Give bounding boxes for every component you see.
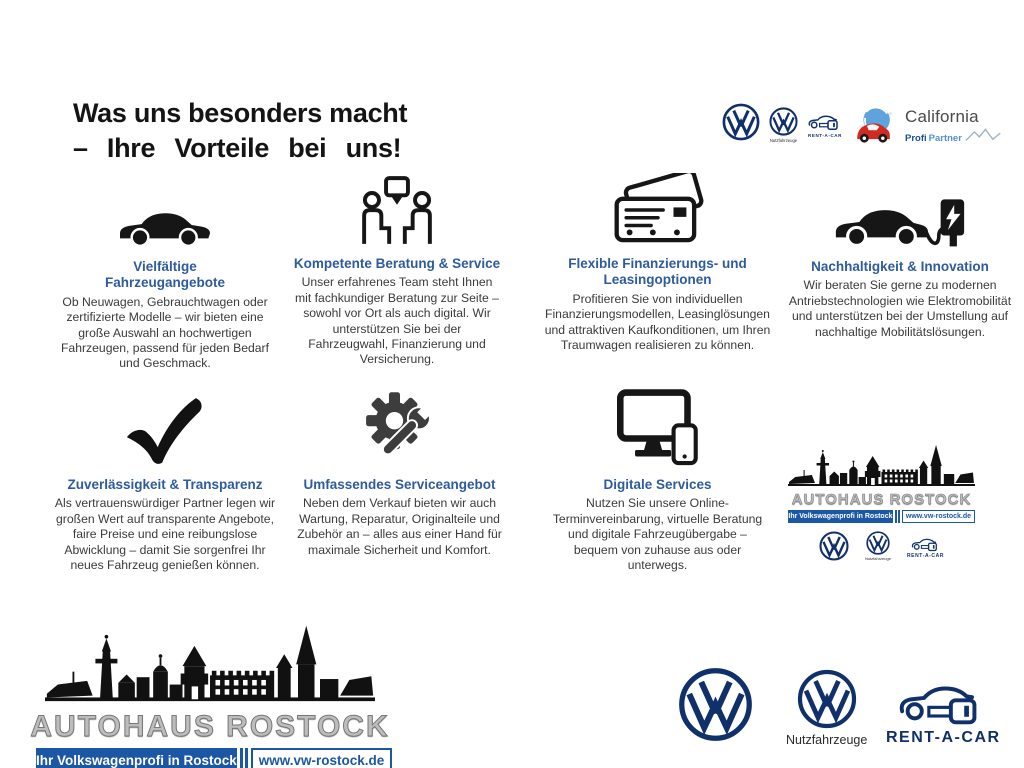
dealer-website: www.vw-rostock.de	[902, 510, 975, 523]
california-label: California	[905, 107, 979, 126]
page-title-line1: Was uns besonders macht	[73, 98, 408, 128]
mountain-icon	[964, 127, 1002, 143]
dealer-logo-small	[788, 443, 975, 561]
vw-nutzfahrzeuge-logo-footer	[786, 669, 867, 747]
gear-wrench-icon	[356, 388, 444, 468]
feature-title: Kompetente Beratung & Service	[293, 256, 501, 271]
rent-a-car-logo	[907, 534, 944, 559]
feature-text: Wir beraten Sie gerne zu modernen Antriebstechnologien wie Elektromobilität und unterstützen bei der Umstellung auf nachhaltige Mobilitätslösungen.	[788, 278, 1012, 339]
dealer-logo-large	[30, 622, 390, 768]
rent-a-car-label: RENT-A-CAR	[808, 133, 842, 138]
nutzfahrzeuge-label: Nutzfahrzeuge	[769, 138, 798, 143]
vw-nutzfahrzeuge-icon	[769, 107, 798, 136]
rent-a-car-logo-footer	[886, 672, 1001, 747]
dealer-name: AUTOHAUS ROSTOCK	[791, 491, 972, 508]
nutzfahrzeuge-label: Nutzfahrzeuge	[786, 733, 868, 747]
consulting-people-icon	[353, 175, 441, 247]
page-title-line2: – Ihre Vorteile bei uns!	[73, 133, 402, 164]
feature-title: Umfassendes Serviceangebot	[303, 477, 496, 492]
vw-nutzfahrzeuge-logo	[865, 531, 891, 561]
feature-financing-leasing	[540, 175, 775, 353]
feature-title: Vielfältige Fahrzeugangebote	[104, 259, 225, 291]
rent-a-car-label: RENT-A-CAR	[906, 552, 945, 559]
feature-text: Unser erfahrenes Team steht Ihnen mit fachkundiger Beratung zur Seite – sowohl vor Ort als auch digital. Wir unterstützen Sie bei der Fahrzeugwahl, Finanzierung und Versicherung.	[295, 275, 499, 367]
feature-vehicle-offers	[55, 178, 275, 372]
rostock-skyline-icon	[788, 443, 975, 493]
california-profipartner-logo	[905, 108, 1002, 143]
header-logo-strip	[722, 103, 1002, 147]
feature-text: Neben dem Verkauf bieten wir auch Wartung, Reparatur, Originalteile und Zubehör an – alles aus einer Hand für maximale Sicherheit und Komfort.	[297, 496, 502, 557]
vw-nutzfahrzeuge-icon	[866, 531, 890, 555]
carwash-beetle-icon	[852, 103, 896, 147]
vw-logo-icon	[722, 103, 760, 141]
rent-a-car-label: RENT-A-CAR	[886, 729, 1001, 746]
monitor-phone-icon	[608, 388, 708, 468]
vw-logo-footer	[678, 667, 753, 742]
feature-text: Profitieren Sie von individuellen Finanzierungsmodellen, Leasinglösungen und attraktiven Kaufkonditionen, um Ihren Traumwagen realisieren zu können.	[544, 291, 771, 353]
feature-text: Ob Neuwagen, Gebrauchtwagen oder zertifizierte Modelle – wir bieten eine große Auswahl an hochwertigen Fahrzeugen, passend für jeden Bedarf und Geschmack.	[60, 294, 269, 371]
nutzfahrzeuge-label: Nutzfahrzeuge	[864, 556, 891, 561]
vw-nutzfahrzeuge-logo	[769, 107, 798, 143]
dealer-tagline-bar	[36, 748, 384, 768]
partner-label: Partner	[928, 132, 962, 144]
dealer-tagline: Ihr Volkswagenprofi in Rostock	[36, 748, 237, 768]
profi-label: Profi	[905, 132, 927, 144]
car-icon	[115, 178, 215, 250]
dealer-tagline: Ihr Volkswagenprofi in Rostock	[788, 510, 893, 523]
feature-service-range	[292, 388, 507, 558]
banknotes-icon	[604, 175, 712, 247]
vw-logo-icon	[678, 667, 753, 742]
feature-digital-services	[545, 388, 770, 573]
rent-a-car-logo	[807, 110, 843, 138]
feature-text: Als vertrauenswürdiger Partner legen wir großen Wert auf transparente Angebote, faire Preise und eine reibungslose Abwicklung – damit Sie sorgenfrei Ihr neues Fahrzeug genießen können.	[54, 496, 276, 572]
checkmark-icon	[117, 388, 213, 468]
feature-sustainability-innovation	[785, 178, 1015, 340]
bar-separator	[895, 510, 900, 523]
feature-title: Digitale Services	[603, 477, 712, 492]
dealer-tagline-bar	[788, 510, 975, 523]
page-title	[73, 96, 407, 166]
feature-title: Nachhaltigkeit & Innovation	[811, 259, 989, 274]
rostock-skyline-icon	[45, 622, 375, 714]
rent-a-car-icon	[893, 672, 993, 727]
dealer-website: www.vw-rostock.de	[251, 748, 393, 768]
vw-nutzfahrzeuge-icon	[797, 669, 857, 729]
vw-logo-icon	[819, 531, 849, 561]
electric-car-icon	[830, 178, 970, 250]
bar-separator	[240, 748, 248, 768]
rent-a-car-icon	[807, 110, 843, 131]
feature-consulting-service	[292, 175, 502, 368]
rent-a-car-icon	[910, 534, 942, 552]
feature-text: Nutzen Sie unsere Online-Terminvereinbarung, virtuelle Beratung und digitale Fahrzeugübergabe – bequem von zuhause aus oder unterwegs.	[552, 496, 763, 572]
feature-reliability-transparency	[52, 388, 278, 573]
feature-title: Flexible Finanzierungs- und Leasingoptionen	[568, 256, 747, 288]
dealer-name: AUTOHAUS ROSTOCK	[30, 710, 390, 743]
feature-title: Zuverlässigkeit & Transparenz	[67, 477, 263, 492]
